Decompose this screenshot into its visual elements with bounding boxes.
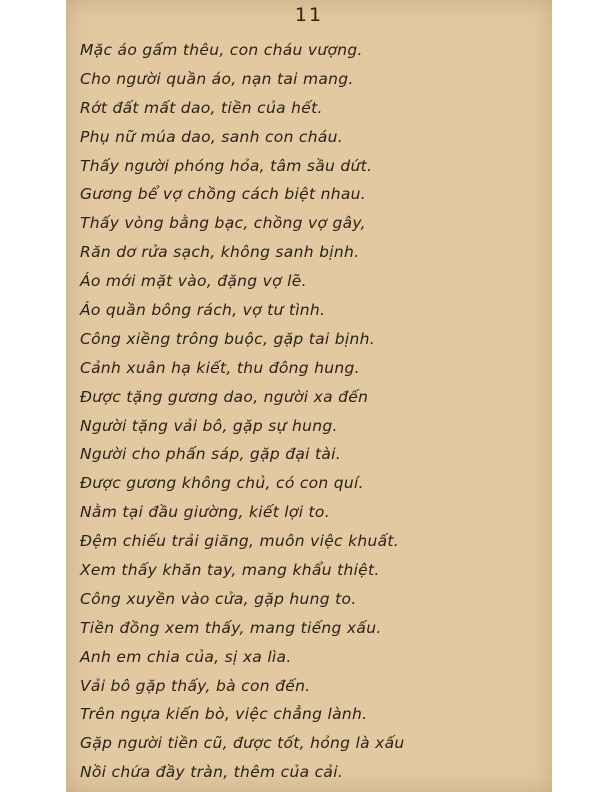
poem-line: Áo mới mặt vào, đặng vợ lẽ. (80, 272, 307, 291)
poem-text (80, 36, 548, 787)
poem-line: Thấy người phóng hỏa, tâm sầu dứt. (80, 156, 373, 175)
poem-line: Người cho phấn sáp, gặp đại tài. (80, 445, 341, 464)
poem-line: Công xuyền vào cửa, gặp hung to. (80, 589, 357, 608)
poem-line: Xem thấy khăn tay, mang khẩu thiệt. (80, 561, 380, 580)
poem-line: Được gương không chủ, có con quí. (80, 474, 364, 493)
poem-line: Cảnh xuân hạ kiết, thu đông hung. (80, 358, 360, 377)
poem-line: Thấy vòng bằng bạc, chồng vợ gây, (80, 214, 366, 233)
poem-line: Phụ nữ múa dao, sanh con cháu. (80, 127, 344, 146)
poem-line: Vải bô gặp thấy, bà con đến. (80, 676, 311, 695)
poem-line: Rớt đất mất dao, tiền của hết. (80, 98, 323, 117)
poem-line: Răn dơ rửa sạch, không sanh bịnh. (80, 243, 360, 262)
poem-line: Cho người quần áo, nạn tai mang. (80, 69, 354, 88)
poem-line: Đệm chiếu trải giăng, muôn việc khuất. (80, 532, 400, 551)
poem-line: Công xiềng trông buộc, gặp tai bịnh. (80, 329, 375, 348)
poem-line: Người tặng vải bô, gặp sự hung. (80, 416, 338, 435)
poem-line: Được tặng gương dao, người xa đến (80, 387, 369, 406)
page-number: 11 (294, 4, 324, 26)
poem-line: Áo quần bông rách, vợ tư tình. (80, 301, 326, 320)
poem-line: Nằm tại đầu giường, kiết lợi to. (80, 503, 330, 522)
poem-line: Gương bể vợ chồng cách biệt nhau. (80, 185, 366, 204)
poem-line: Tiền đồng xem thấy, mang tiếng xấu. (80, 618, 382, 637)
poem-line: Mặc áo gấm thêu, con cháu vượng. (80, 41, 363, 59)
poem-line: Anh em chia của, sị xa lìa. (80, 647, 292, 666)
poem-line: Trên ngựa kiến bò, việc chẳng lành. (80, 705, 368, 724)
book-page (66, 0, 552, 792)
poem-line: Gặp người tiền cũ, được tốt, hỏng là xấu (80, 734, 405, 753)
poem-line: Nồi chứa đầy tràn, thêm của cải. (80, 763, 344, 782)
